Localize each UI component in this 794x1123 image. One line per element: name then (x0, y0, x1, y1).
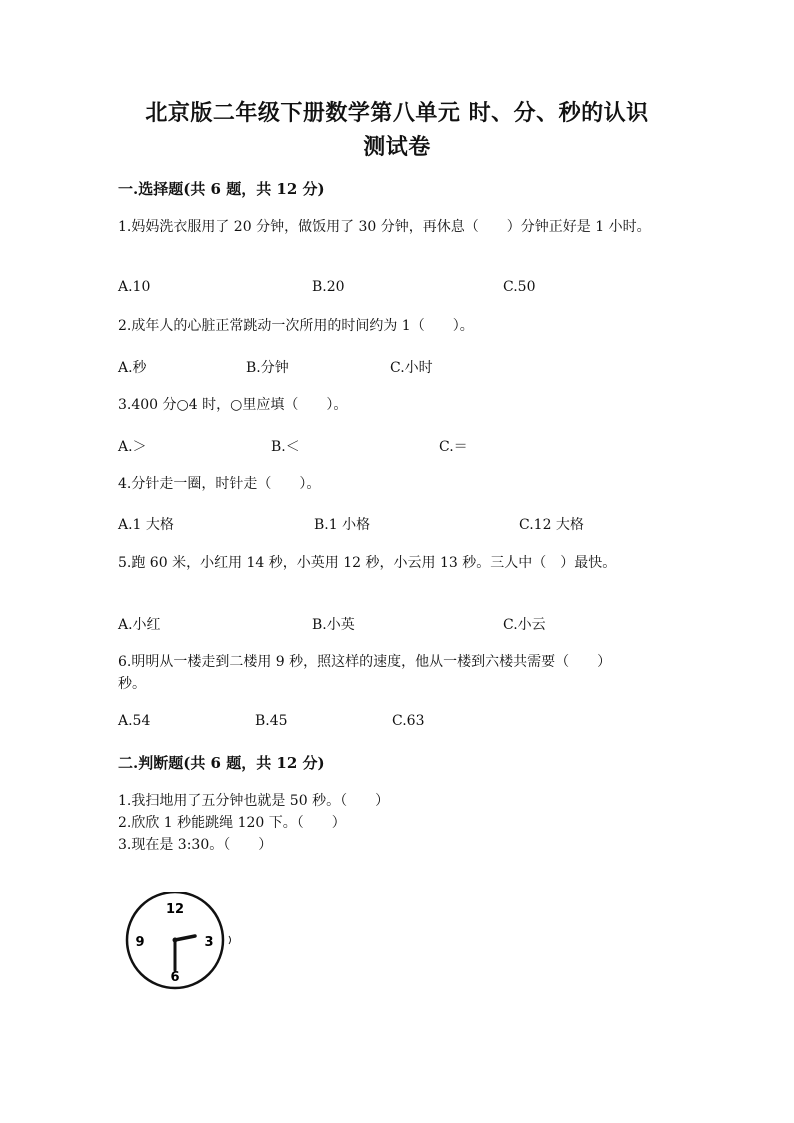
clock-label-12: 12 (165, 902, 185, 917)
clock-figure (122, 892, 237, 992)
question-2: 2.成年人的心脏正常跳动一次所用的时间约为 1（ ）。 (118, 318, 474, 334)
clock-hour-hand (175, 936, 195, 940)
question-2-option-b: B.分钟 (246, 360, 289, 376)
page-subtitle: 测试卷 (363, 134, 431, 160)
clock-label-6: 6 (170, 970, 180, 985)
clock-center (173, 938, 178, 943)
question-3-option-a: A.＞ (118, 439, 147, 455)
question-6-option-c: C.63 (392, 713, 425, 729)
question-5: 5.跑 60 米，小红用 14 秒，小英用 12 秒，小云用 13 秒。三人中（ ）最快。 (118, 555, 617, 571)
clock-label-3: 3 (204, 935, 214, 950)
question-2-option-c: C.小时 (390, 360, 433, 376)
question-1-option-a: A.10 (118, 279, 151, 295)
question-5-option-b: B.小英 (312, 617, 355, 633)
question-5-option-c: C.小云 (503, 617, 546, 633)
question-3: 3.400 分○4 时，○里应填（ ）。 (118, 397, 348, 413)
question-6-option-a: A.54 (118, 713, 151, 729)
question-1-option-b: B.20 (312, 279, 345, 295)
question-1: 1.妈妈洗衣服用了 20 分钟，做饭用了 30 分钟，再休息（ ）分钟正好是 1 小时。 (118, 219, 651, 235)
question-1-option-c: C.50 (503, 279, 536, 295)
question-3-option-c: C.＝ (439, 439, 468, 455)
page-title: 北京版二年级下册数学第八单元 时、分、秒的认识 (145, 100, 649, 126)
judge-question-2: 2.欣欣 1 秒能跳绳 120 下。（ ） (118, 815, 346, 831)
clock-edge-mark (229, 936, 231, 944)
clock-label-9: 9 (135, 935, 145, 950)
section-heading-judge: 二.判断题(共 6 题，共 12 分) (118, 754, 325, 772)
question-6-option-b: B.45 (255, 713, 288, 729)
section-heading-choice: 一.选择题(共 6 题，共 12 分) (118, 180, 325, 198)
judge-question-3: 3.现在是 3:30。（ ） (118, 837, 273, 853)
question-4-option-a: A.1 大格 (118, 517, 174, 533)
question-4-option-b: B.1 小格 (314, 517, 371, 533)
question-4: 4.分针走一圈，时针走（ ）。 (118, 476, 321, 492)
question-5-option-a: A.小红 (118, 617, 161, 633)
question-2-option-a: A.秒 (118, 360, 147, 376)
question-6: 6.明明从一楼走到二楼用 9 秒，照这样的速度，他从一楼到六楼共需要（ ）秒。 (118, 654, 612, 692)
question-4-option-c: C.12 大格 (519, 517, 584, 533)
judge-question-1: 1.我扫地用了五分钟也就是 50 秒。（ ） (118, 793, 390, 809)
question-3-option-b: B.＜ (271, 439, 300, 455)
